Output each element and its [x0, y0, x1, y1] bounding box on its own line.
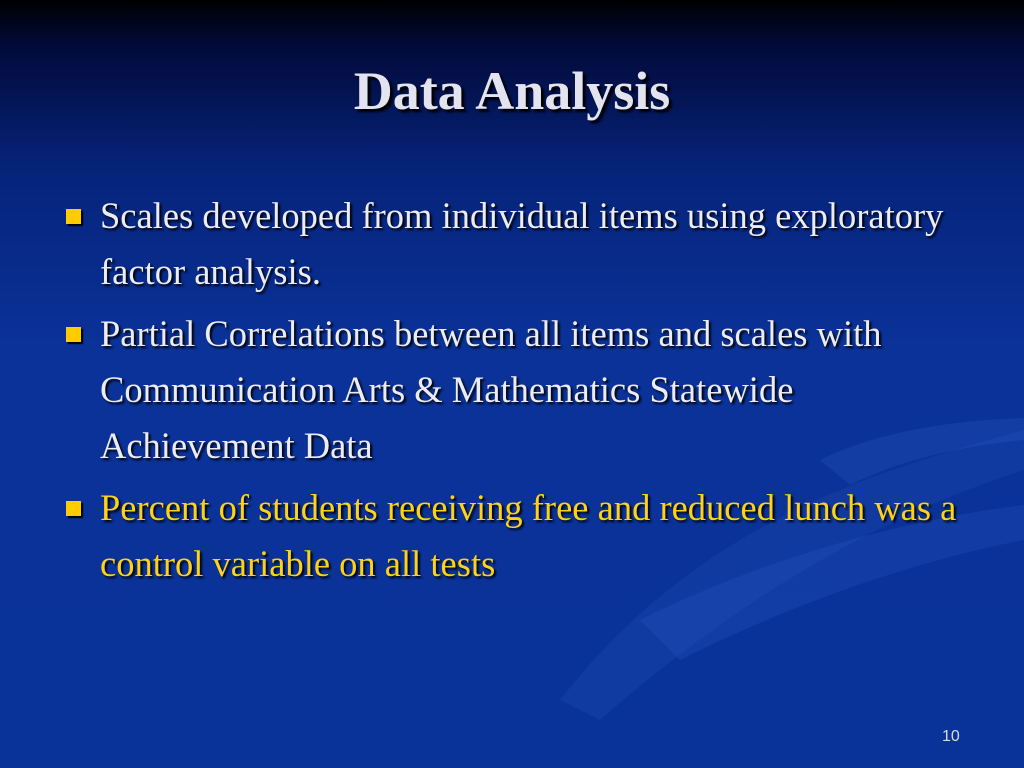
bullet-list [60, 188, 960, 598]
slide-title: Data Analysis [353, 61, 671, 121]
square-bullet-icon [66, 327, 81, 342]
bullet-text: Partial Correlations between all items and scales with Communication Arts & Mathematics Statewide Achievement Data [100, 313, 882, 466]
bullet-text: Scales developed from individual items using exploratory factor analysis. [100, 195, 944, 292]
square-bullet-icon [66, 501, 81, 516]
square-bullet-icon [66, 209, 81, 224]
bullet-item-highlighted [60, 480, 960, 592]
bullet-item [60, 306, 960, 474]
bullet-item [60, 188, 960, 300]
page-number: 10 [942, 728, 960, 745]
bullet-text: Percent of students receiving free and reduced lunch was a control variable on all tests [100, 487, 957, 584]
